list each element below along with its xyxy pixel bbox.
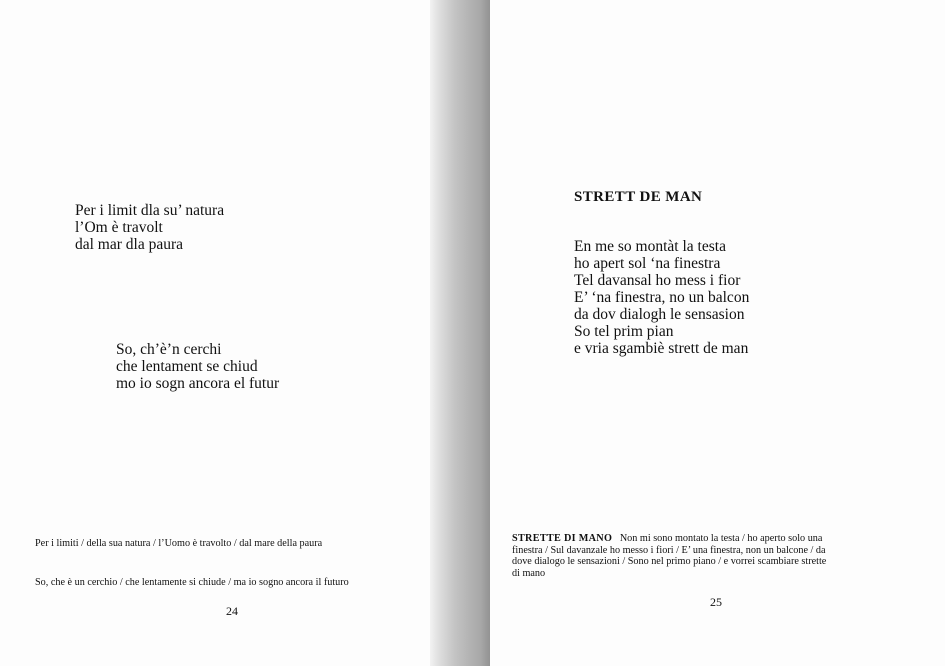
poem-line: En me so montàt la testa <box>574 238 726 255</box>
poem-stanza-2 <box>116 341 279 392</box>
poem-line: ho apert sol ‘na finestra <box>574 255 721 272</box>
page-number: 25 <box>710 595 722 609</box>
poem-line: da dov dialogh le sensasion <box>574 306 745 323</box>
poem-line: Tel davansal ho mess i fior <box>574 272 741 289</box>
translation-title: STRETTE DI MANO <box>512 533 613 544</box>
translation-line <box>512 533 934 545</box>
translation-text: Non mi sono montato la testa / ho aperto solo una <box>619 533 823 544</box>
poem-line: e vria sgambiè strett de man <box>574 340 749 357</box>
translation-block <box>512 533 934 579</box>
poem-line: che lentament se chiud <box>116 358 258 375</box>
translation-line-2: So, che è un cerchio / che lentamente si chiude / ma io sogno ancora il futuro <box>35 577 349 588</box>
poem-line: So, ch’è’n cerchi <box>116 341 222 358</box>
poem-line: E’ ‘na finestra, no un balcon <box>574 289 750 306</box>
poem-line: dal mar dla paura <box>75 236 184 253</box>
poem-line: Per i limit dla su’ natura <box>75 202 225 219</box>
translation-line-1: Per i limiti / della sua natura / l’Uomo è travolto / dal mare della paura <box>35 538 323 549</box>
poem-title: STRETT DE MAN <box>574 189 703 205</box>
page-number: 24 <box>226 604 238 618</box>
translation-line: dove dialogo le sensazioni / Sono nel primo piano / e vorrei scambiare strette <box>512 556 827 567</box>
translation-line: finestra / Sul davanzale ho messo i fiori / E’ una finestra, non un balcone / da <box>512 544 826 556</box>
poem-line: mo io sogn ancora el futur <box>116 375 280 392</box>
translation-line: di mano <box>512 567 546 579</box>
poem-body <box>574 238 749 357</box>
right-page <box>490 0 945 666</box>
poem-stanza-1 <box>75 202 224 253</box>
poem-line: So tel prim pian <box>574 323 674 340</box>
left-page <box>0 0 440 666</box>
poem-line: l’Om è travolt <box>75 219 163 236</box>
